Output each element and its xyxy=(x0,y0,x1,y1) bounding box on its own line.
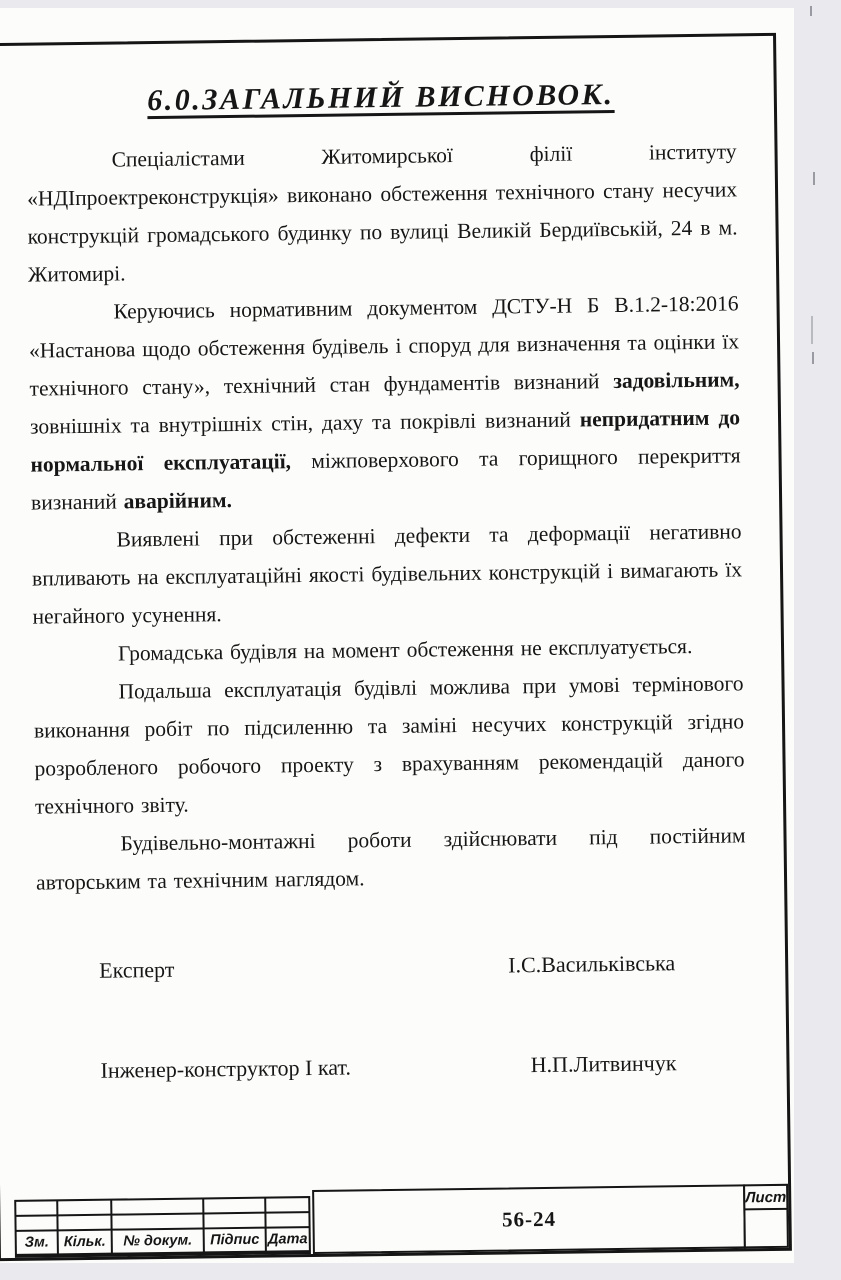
tb-sheet-label: Лист xyxy=(745,1186,786,1209)
title-block xyxy=(0,1182,789,1258)
bold-run: непридатним до нормальної експлуатації, xyxy=(30,405,741,477)
scan-artifact xyxy=(811,316,813,344)
text-run: Керуючись нормативним документом ДСТУ-Н Б В.1.2-18:2016 «Настанова щодо обстеження будівель і споруд для визначення та оцінки їх технічного стану», технічний стан фундаментів визнаний xyxy=(28,291,740,401)
bold-run: аварійним. xyxy=(123,488,233,514)
scan-artifact xyxy=(810,6,812,16)
tb-empty-cell xyxy=(16,1201,56,1215)
signature-row-expert xyxy=(37,948,747,985)
paragraph-5 xyxy=(33,664,745,825)
page-content xyxy=(26,76,749,1085)
text-run: Спеціалістами Житомирської філії інституту «НДІпроектреконструкція» виконано обстеження технічного стану несучих конструкцій громадського будинку по вулиці Великій Бердиївській, 24 в м. Житомирі. xyxy=(26,139,738,287)
title-block-revision-table xyxy=(14,1196,311,1258)
paragraph-3 xyxy=(31,512,742,635)
signature-role: Інженер-конструктор І кат. xyxy=(100,1054,352,1083)
tb-header-kilk: Кільк. xyxy=(59,1231,111,1254)
page-frame xyxy=(0,33,792,1261)
tb-header-dokum: № докум. xyxy=(113,1229,203,1252)
paragraph-2 xyxy=(28,284,741,521)
tb-sheet-value xyxy=(745,1210,786,1247)
signature-role: Експерт xyxy=(99,956,175,983)
document-body xyxy=(26,132,746,901)
scan-artifact xyxy=(813,172,815,185)
text-run: Громадська будівля на момент обстеження не експлуатується. xyxy=(117,634,693,666)
tb-empty-cell xyxy=(266,1198,308,1212)
text-run: зовнішніх та внутрішніх стін, даху та покрівлі визнаний xyxy=(29,407,580,439)
paragraph-1 xyxy=(26,132,738,293)
scan-artifact xyxy=(812,352,814,364)
tb-empty-cell xyxy=(58,1216,110,1230)
text-run: Подальша експлуатація будівлі можлива при умові термінового виконання робіт по підсиленню та заміні несучих конструкцій згідно розробленого робочого проекту з врахуванням рекомендацій даного технічного звіту. xyxy=(33,671,745,819)
tb-document-number: 56-24 xyxy=(312,1184,746,1254)
document-title-text: 6.0.ЗАГАЛЬНИЙ ВИСНОВОК. xyxy=(147,77,615,118)
document-title xyxy=(26,76,736,119)
signature-name: Н.П.Литвинчук xyxy=(530,1050,677,1078)
signature-row-engineer xyxy=(38,1048,748,1085)
text-run: Будівельно-монтажні роботи здійснювати під постійним авторським та технічним наглядом. xyxy=(35,823,746,895)
tb-empty-cell xyxy=(16,1216,56,1230)
tb-empty-cell xyxy=(112,1214,202,1228)
tb-empty-cell xyxy=(112,1199,202,1213)
paragraph-6 xyxy=(35,816,746,901)
tb-empty-cell xyxy=(204,1214,264,1228)
signature-name: І.С.Васильківська xyxy=(508,950,676,978)
tb-header-pidpys: Підпис xyxy=(205,1229,265,1252)
bold-run: задовільним, xyxy=(613,367,740,394)
tb-empty-cell xyxy=(266,1213,308,1227)
tb-header-data: Дата xyxy=(267,1228,309,1251)
text-run: Виявлені при обстеженні дефекти та деформації негативно впливають на експлуатаційні якості будівельних конструкцій і вимагають їх негайного усунення. xyxy=(31,519,743,629)
tb-header-zm: Зм. xyxy=(17,1231,57,1254)
tb-sheet-column xyxy=(743,1184,789,1249)
tb-empty-cell xyxy=(58,1201,110,1215)
tb-empty-cell xyxy=(204,1199,264,1213)
text-run: міжповерхового та горищного перекриття визнаний xyxy=(30,443,741,515)
